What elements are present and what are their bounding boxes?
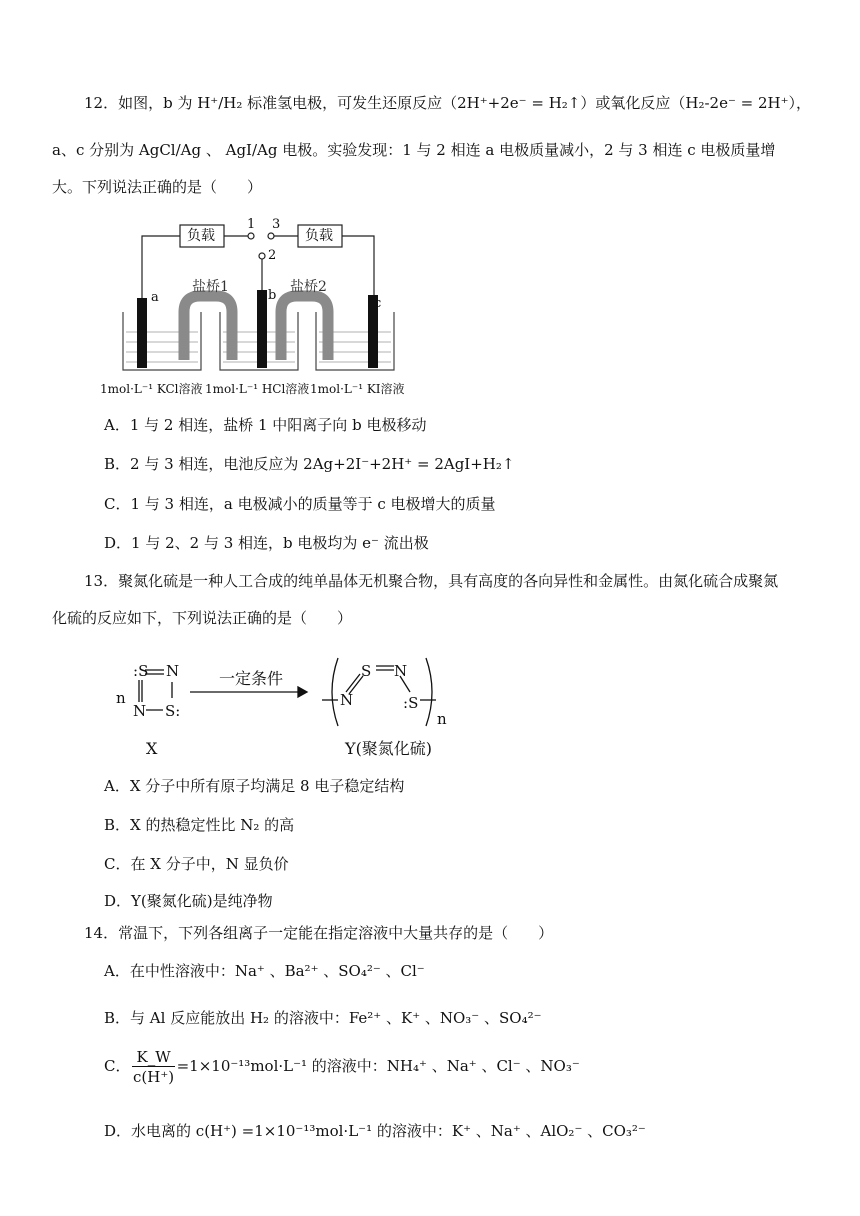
electrode-a-label: a xyxy=(151,290,159,305)
electrochemistry-diagram xyxy=(98,210,398,400)
ki-solution-label: 1mol·L⁻¹ KI溶液 xyxy=(310,382,405,396)
kw-numerator: K_W xyxy=(132,1048,174,1067)
terminal-1-label: 1 xyxy=(247,217,256,232)
electrode-b-label: b xyxy=(268,288,277,303)
reaction-condition: 一定条件 xyxy=(219,669,284,688)
x-atom-s1: :S xyxy=(133,662,149,680)
label-x: X xyxy=(146,739,158,758)
q12-option-c: C．1 与 3 相连，a 电极减小的质量等于 c 电极增大的质量 xyxy=(104,495,496,513)
x-atom-n1: N xyxy=(166,662,180,680)
q12-option-a: A．1 与 2 相连，盐桥 1 中阳离子向 b 电极移动 xyxy=(104,416,427,434)
hcl-solution-label: 1mol·L⁻¹ HCl溶液 xyxy=(205,382,310,396)
x-atom-s2: S: xyxy=(165,702,181,720)
label-y: Y(聚氮化硫) xyxy=(345,739,433,758)
y-atom-n2: N xyxy=(394,662,408,680)
y-atom-s1: S xyxy=(361,662,372,680)
q14-stem: 14．常温下，下列各组离子一定能在指定溶液中大量共存的是（ ） xyxy=(84,924,554,942)
kw-denominator: c(H⁺) xyxy=(132,1067,175,1086)
terminal-2-label: 2 xyxy=(268,248,277,263)
q12-option-d: D．1 与 2、2 与 3 相连，b 电极均为 e⁻ 流出极 xyxy=(104,534,429,552)
q14-option-b: B．与 Al 反应能放出 H₂ 的溶液中：Fe²⁺ 、K⁺ 、NO₃⁻ 、SO₄²⁻ xyxy=(104,1009,542,1027)
load-1-label: 负载 xyxy=(187,228,215,244)
terminal-3-label: 3 xyxy=(272,217,281,232)
q12-stem-line1: 12．如图，b 为 H⁺/H₂ 标准氢电极，可发生还原反应（2H⁺+2e⁻ = H₂↑）或氧化反应（H₂-2e⁻ = 2H⁺）， xyxy=(84,94,812,112)
q14-option-c-prefix: C． xyxy=(104,1057,131,1075)
load-2-label: 负载 xyxy=(305,228,333,244)
electrode-c-label: c xyxy=(374,296,382,311)
q13-option-b: B．X 的热稳定性比 N₂ 的高 xyxy=(104,816,295,834)
q14-option-a: A．在中性溶液中：Na⁺ 、Ba²⁺ 、SO₄²⁻ 、Cl⁻ xyxy=(104,962,425,980)
q13-option-d: D．Y(聚氮化硫)是纯净物 xyxy=(104,892,273,910)
q14-option-c xyxy=(104,1046,580,1087)
kw-fraction xyxy=(132,1048,174,1087)
x-atom-n2: N xyxy=(133,702,147,720)
q13-option-c: C．在 X 分子中，N 显负价 xyxy=(104,855,289,873)
y-atom-s2: :S xyxy=(403,694,419,712)
kcl-solution-label: 1mol·L⁻¹ KCl溶液 xyxy=(100,382,203,396)
q12-stem-line2: a、c 分别为 AgCl/Ag 、 AgI/Ag 电极。实验发现：1 与 2 相连 a 电极质量减小，2 与 3 相连 c 电极质量增 xyxy=(52,141,776,159)
q13-stem-line2: 化硫的反应如下，下列说法正确的是（ ） xyxy=(52,609,353,627)
n-subscript: n xyxy=(437,710,447,728)
q14-option-d: D．水电离的 c(H⁺) =1×10⁻¹³mol·L⁻¹ 的溶液中：K⁺ 、Na⁺ 、AlO₂⁻ 、CO₃²⁻ xyxy=(104,1122,646,1140)
salt-bridge-2-label: 盐桥2 xyxy=(290,279,327,295)
salt-bridge-1-label: 盐桥1 xyxy=(192,279,229,295)
q13-stem-line1: 13．聚氮化硫是一种人工合成的纯单晶体无机聚合物，具有高度的各向异性和金属性。由氮化硫合成聚氮 xyxy=(84,572,779,590)
n-coefficient: n xyxy=(116,689,126,707)
y-atom-n1: N xyxy=(340,691,354,709)
q13-option-a: A．X 分子中所有原子均满足 8 电子稳定结构 xyxy=(104,777,405,795)
q12-option-b: B．2 与 3 相连，电池反应为 2Ag+2I⁻+2H⁺ = 2AgI+H₂↑ xyxy=(104,455,515,473)
q12-stem-line3: 大。下列说法正确的是（ ） xyxy=(52,178,263,196)
q14-option-c-rest: =1×10⁻¹³mol·L⁻¹ 的溶液中：NH₄⁺ 、Na⁺ 、Cl⁻ 、NO₃⁻ xyxy=(176,1057,580,1075)
